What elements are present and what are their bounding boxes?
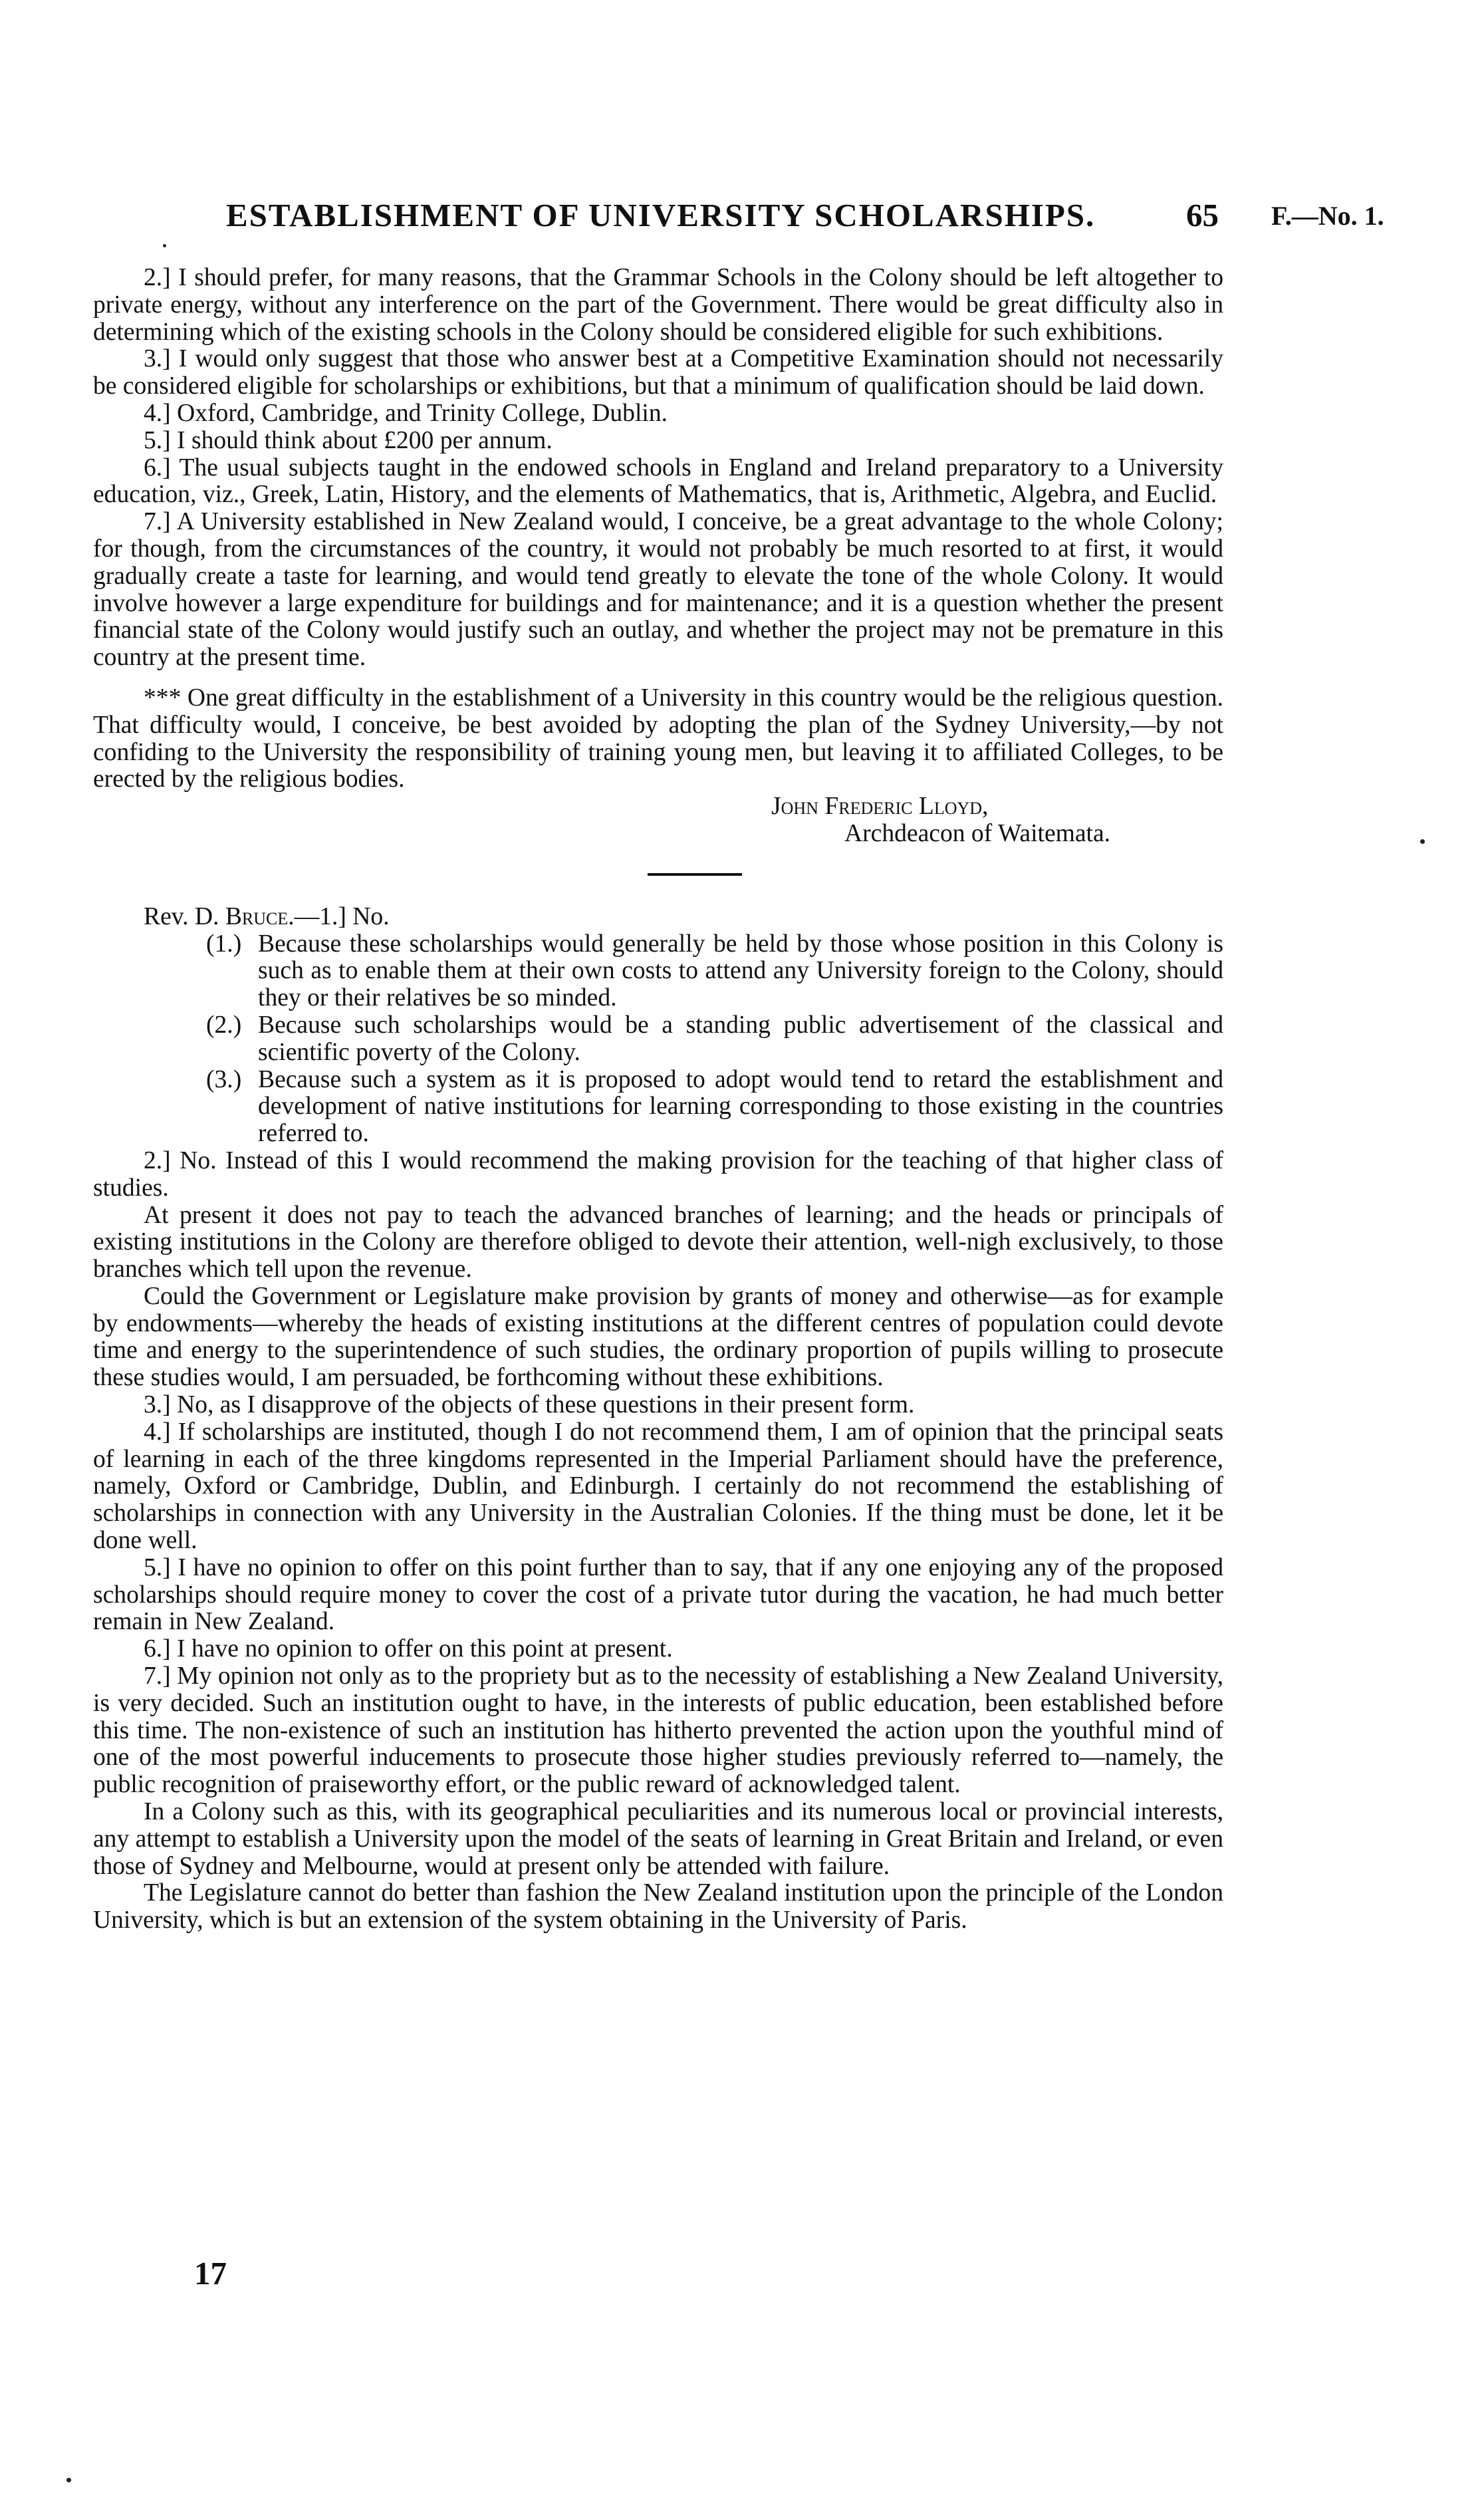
lloyd-signature [93,793,1223,848]
bruce-paragraph: At present it does not pay to teach the advanced branches of learning; and the heads or principals of existing institutions in the Colony are therefore obliged to devote their attention, well-nigh exclusively, to those branches which tell upon the revenue. [93,1201,1223,1283]
bruce-response-heading [93,904,1223,931]
lloyd-answer-3: 3.] I would only suggest that those who answer best at a Competitive Examination should not necessarily be considered eligible for scholarships or exhibitions, but that a minimum of qualification should be laid down. [93,345,1223,400]
bruce-answer-3: 3.] No, as I disapprove of the objects of these questions in their present form. [144,1391,915,1419]
bruce-reason-1 [93,931,1223,1012]
page-title: ESTABLISHMENT OF UNIVERSITY SCHOLARSHIPS. [226,197,1096,233]
bruce-paragraph: In a Colony such as this, with its geographical peculiarities and its numerous local or provincial interests, any attempt to establish a University upon the model of the seats of learning in Great Britain and Ireland, or even those of Sydney and Melbourne, would at present only be attended with failure. [93,1798,1223,1880]
bruce-answer-2: 2.] No. Instead of this I would recommend the making provision for the teaching of that higher class of studies. [93,1146,1223,1202]
lloyd-answer-4: 4.] Oxford, Cambridge, and Trinity College, Dublin. [144,399,668,427]
bruce-prefix: Rev. D. [144,902,225,930]
reason-number: (3.) [206,1065,242,1093]
signature-mark: 17 [194,2255,227,2292]
lloyd-note [93,685,1223,793]
speck [66,2478,71,2482]
bruce-paragraph: Could the Government or Legislature make provision by grants of money and otherwise—as for example by endowments—whereby the heads of existing institutions at the different centres of population could devote time and energy to the superintendence of such studies, the ordinary proportion of pupils willing to prosecute these studies would, I am persuaded, be forthcoming without these exhibitions. [93,1282,1223,1392]
section-divider [648,873,742,876]
reason-text: Because such a system as it is proposed to adopt would tend to retard the establishment and development of native institutions for learning corresponding to those existing in the countries referred to. [258,1065,1223,1148]
signature-name: John Frederic Lloyd, [771,793,989,821]
bruce-paragraph: The Legislature cannot do better than fashion the New Zealand institution upon the principle of the London University, which is but an extension of the system obtaining in the University of Paris. [93,1879,1223,1934]
page-number: 65 [1186,197,1219,233]
body-text [93,265,1223,1934]
reason-number: (1.) [206,930,242,958]
document-reference: F.—No. 1. [1271,201,1384,231]
bruce-answer-5: 5.] I have no opinion to offer on this point further than to say, that if any one enjoying any of the proposed scholarships should require money to cover the cost of a private tutor during the vacation, he had much better remain in New Zealand. [93,1553,1223,1636]
reason-text: Because these scholarships would generally be held by those whose position in this Colony is such as to enable them at their own costs to attend any University foreign to the Colony, should they or their relatives be so minded. [258,930,1223,1012]
reason-text: Because such scholarships would be a standing public advertisement of the classical and scientific poverty of the Colony. [258,1011,1223,1066]
bruce-answer-4: 4.] If scholarships are instituted, though I do not recommend them, I am of opinion that the principal seats of learning in each of the three kingdoms represented in the Imperial Parliament should have the preference, namely, Oxford or Cambridge, Dublin, and Edinburgh. I certainly do not recommend the establishing of scholarships in connection with any University in the Australian Colonies. If the thing must be done, let it be done well. [93,1418,1223,1555]
bruce-reason-3 [93,1067,1223,1148]
speck [163,244,166,247]
lloyd-answer-6: 6.] The usual subjects taught in the endowed schools in England and Ireland preparatory to a University education, viz., Greek, Latin, History, and the elements of Mathematics, that is, Arithmetic, Algebra, and Euclid. [93,454,1223,509]
bruce-answer-7: 7.] My opinion not only as to the propriety but as to the necessity of establishing a New Zealand University, is very decided. Such an institution ought to have, in the interests of public education, been established before this time. The non-existence of such an institution has hitherto prevented the action upon the youthful mind of one of the most powerful inducements to prosecute those higher studies previously referred to—namely, the public recognition of praiseworthy effort, or the public reward of acknowledged talent. [93,1662,1223,1799]
lloyd-note-text: One great difficulty in the establishment of a University in this country would be the religious question. That difficulty would, I conceive, be best avoided by adopting the plan of the Sydney University,—by not confiding to the University the responsibility of training young men, but leaving it to affiliated Colleges, to be erected by the religious bodies. [93,684,1223,793]
lloyd-answer-2: 2.] I should prefer, for many reasons, that the Grammar Schools in the Colony should be left altogether to private energy, without any interference on the part of the Government. There would be great difficulty also in determining which of the existing schools in the Colony should be considered eligible for such exhibitions. [93,264,1223,346]
signature-title: Archdeacon of Waitemata. [844,819,1111,847]
bruce-reason-2 [93,1012,1223,1067]
bruce-name: Bruce [225,902,289,930]
asterism-mark: *** [144,684,187,712]
lloyd-answer-7: 7.] A University established in New Zealand would, I conceive, be a great advantage to the whole Colony; for though, from the circumstances of the country, it would not probably be much resorted to at first, it would gradually create a taste for learning, and would tend greatly to elevate the tone of the whole Colony. It would involve however a large expenditure for buildings and for maintenance; and it is a question whether the present financial state of the Colony would justify such an outlay, and whether the project may not be premature in this country at the present time. [93,508,1223,672]
speck [1420,839,1425,844]
bruce-answer-6: 6.] I have no opinion to offer on this point at present. [144,1635,673,1663]
lloyd-answer-5: 5.] I should think about £200 per annum. [144,426,553,454]
bruce-answer-1: .—1.] No. [288,902,390,930]
page-header [0,196,1484,243]
reason-number: (2.) [206,1011,242,1039]
